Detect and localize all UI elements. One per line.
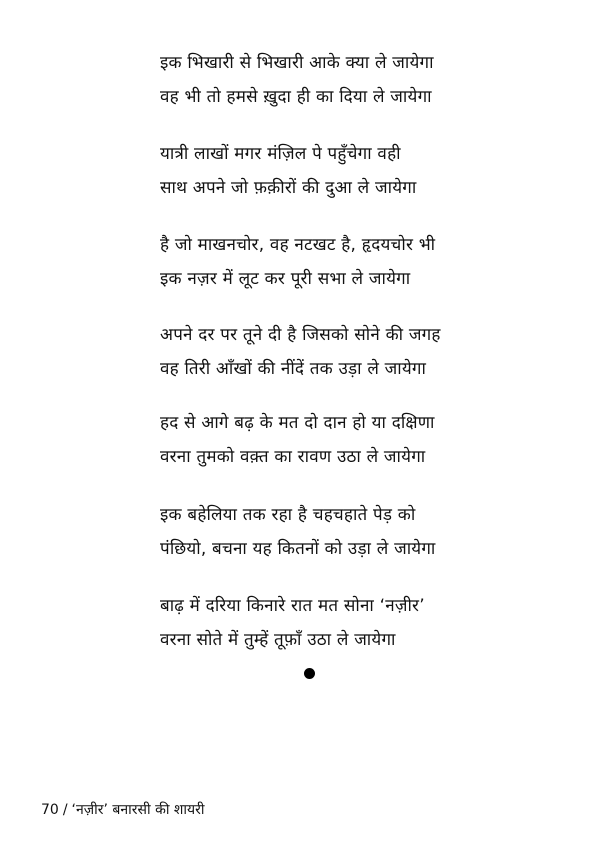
poem-line: इक बहेलिया तक रहा है चहचहाते पेड़ को [160,505,416,525]
poem-line: अपने दर पर तूने दी है जिसको सोने की जगह [160,325,441,345]
poem-line: वरना सोते में तुम्हें तूफ़ाँ उठा ले जायेगा [160,630,396,650]
book-title: ‘नज़ीर’ बनारसी की शायरी [71,802,205,818]
page-footer [41,800,205,819]
poem-line: हद से आगे बढ़ के मत दो दान हो या दक्षिणा [160,413,435,433]
stanza [160,406,490,474]
page-number: 70 [41,802,59,818]
poem-line: इक नज़र में लूट कर पूरी सभा ले जायेगा [160,269,411,289]
stanza [160,589,490,657]
stanza [160,498,490,566]
stanza [160,46,490,114]
stanza [160,228,490,296]
poem-line: साथ अपने जो फ़क़ीरों की दुआ ले जायेगा [160,178,417,198]
poem-line: बाढ़ में दरिया किनारे रात मत सोना ‘नज़ीर’ [160,596,425,616]
footer-separator: / [62,802,68,818]
poem-line: यात्री लाखों मगर मंज़िल पे पहुँचेगा वही [160,144,401,164]
poem-line: वह भी तो हमसे ख़ुदा ही का दिया ले जायेगा [160,87,432,107]
poem-line: वरना तुमको वक़्त का रावण उठा ले जायेगा [160,447,426,467]
poem-line: इक भिखारी से भिखारी आके क्या ले जायेगा [160,53,434,73]
poem-line: पंछियो, बचना यह कितनों को उड़ा ले जायेगा [160,539,436,559]
poem-line: है जो माखनचोर, वह नटखट है, हृदयचोर भी [160,235,436,255]
stanza [160,318,490,386]
poem-line: वह तिरी आँखों की नींदें तक उड़ा ले जायेगा [160,359,427,379]
stanza [160,137,490,205]
end-bullet-icon [304,668,315,679]
